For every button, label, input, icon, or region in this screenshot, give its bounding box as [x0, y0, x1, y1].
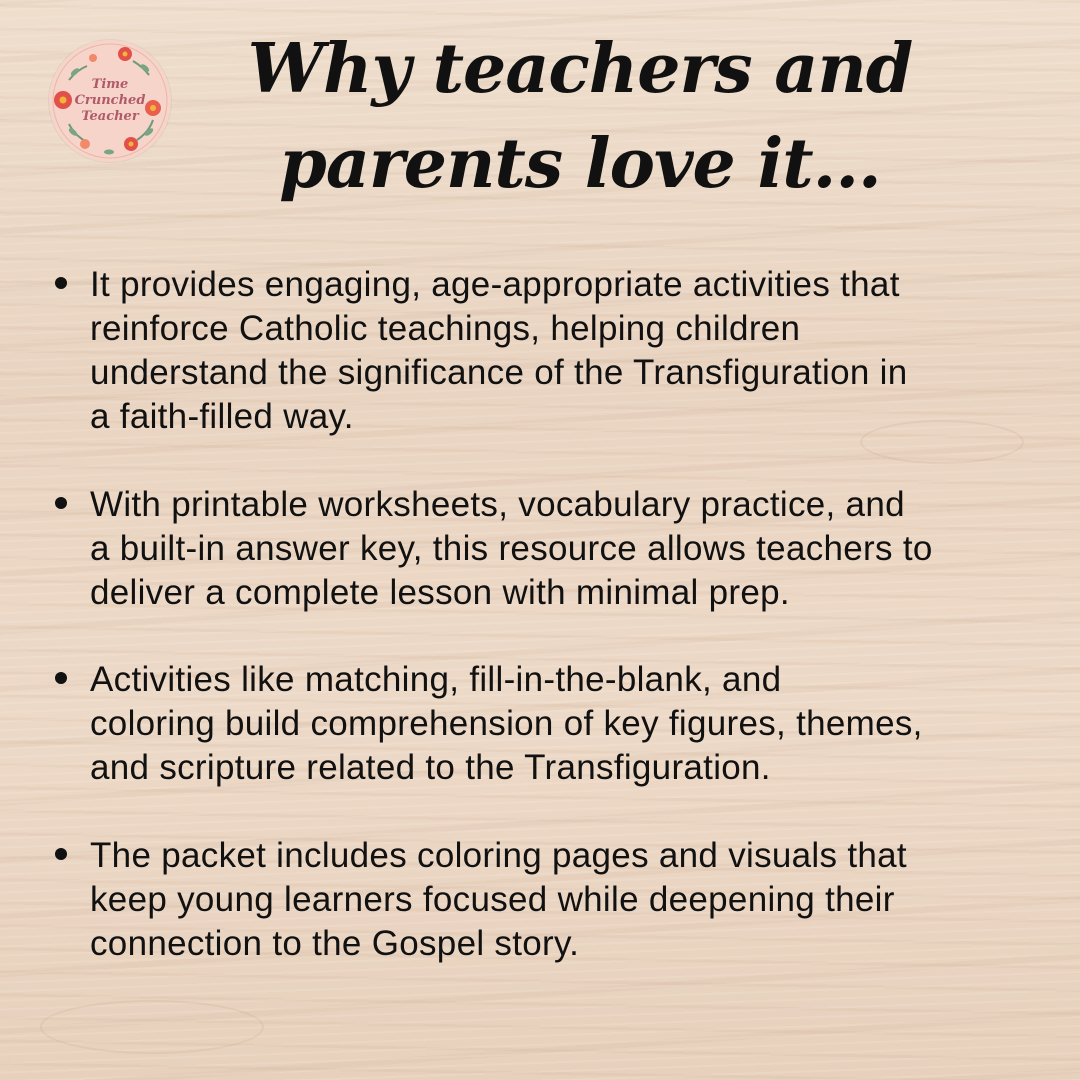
title-line-1: Why teachers and — [247, 29, 913, 109]
list-item-line: With printable worksheets, vocabulary practice, and — [90, 485, 905, 524]
list-item-line: It provides engaging, age-appropriate activities that — [90, 265, 900, 304]
logo-line: Time — [91, 77, 129, 92]
list-item-line: connection to the Gospel story. — [90, 924, 580, 963]
list-item — [90, 483, 1060, 615]
list-item-line: a faith-filled way. — [90, 397, 354, 436]
list-item-line: reinforce Catholic teachings, helping children — [90, 309, 801, 348]
list-item-line: and scripture related to the Transfiguration. — [90, 748, 771, 787]
list-item-line: understand the significance of the Transfiguration in — [90, 353, 908, 392]
list-item — [90, 263, 1060, 439]
logo-line: Crunched — [74, 93, 146, 108]
list-item-line: a built-in answer key, this resource allows teachers to — [90, 529, 933, 568]
logo-line: Teacher — [81, 109, 139, 124]
list-item-line: keep young learners focused while deepening their — [90, 880, 895, 919]
list-item — [90, 834, 1060, 966]
list-item-line: deliver a complete lesson with minimal prep. — [90, 573, 790, 612]
title-line-2: parents love it... — [279, 124, 881, 204]
bullet-icon — [55, 672, 67, 684]
list-item — [90, 658, 1060, 790]
bullet-icon — [55, 277, 67, 289]
bullet-icon — [55, 848, 67, 860]
list-item-line: The packet includes coloring pages and visuals that — [90, 836, 907, 875]
bullet-icon — [55, 497, 67, 509]
list-item-line: Activities like matching, fill-in-the-blank, and — [90, 660, 782, 699]
list-item-line: coloring build comprehension of key figures, themes, — [90, 704, 923, 743]
